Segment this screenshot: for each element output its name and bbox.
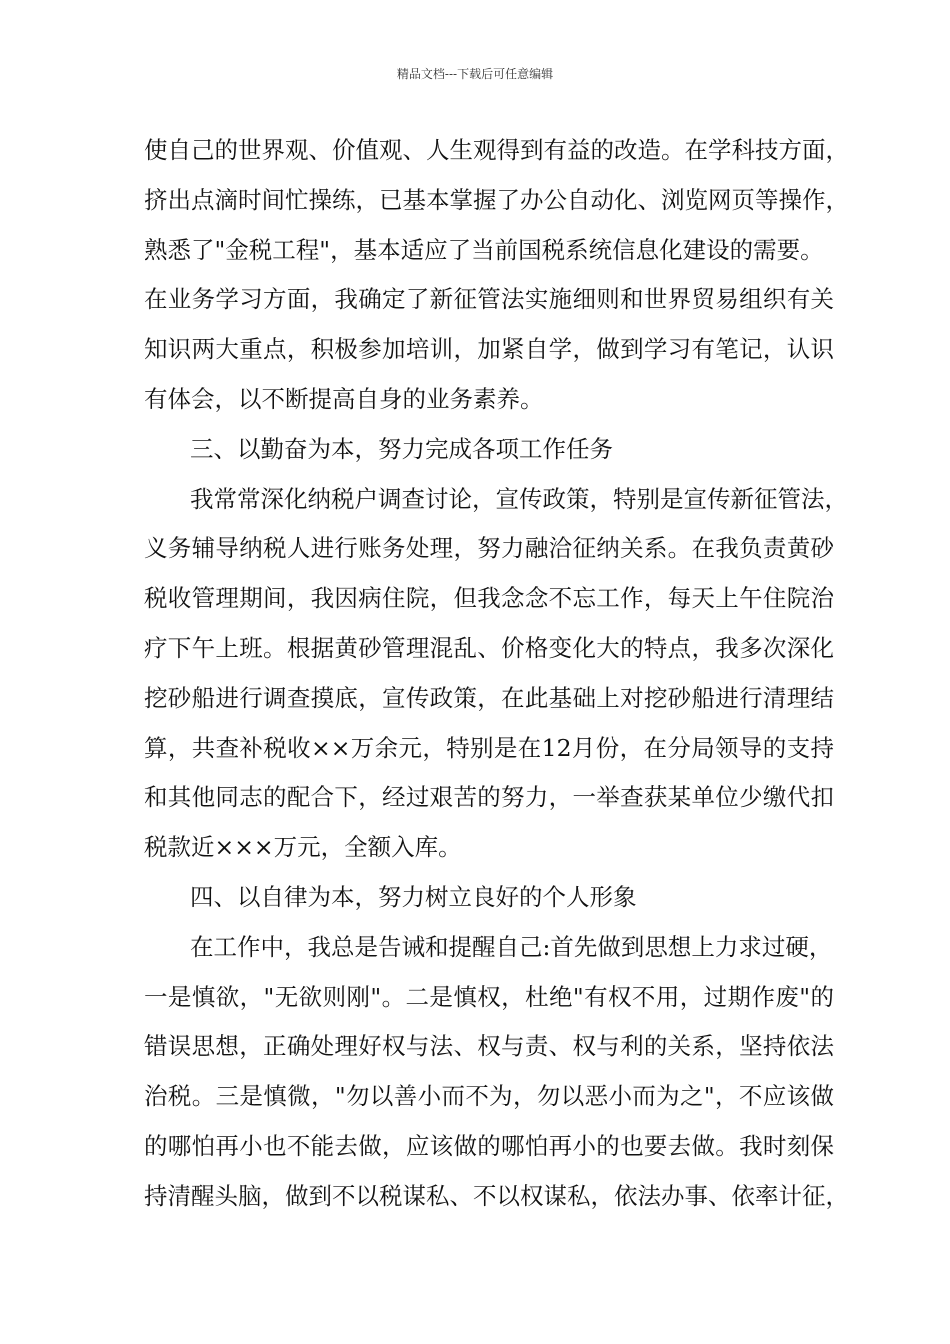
text-line: 错误思想，正确处理好权与法、权与责、权与利的关系，坚持依法: [144, 1032, 834, 1061]
text-line: 挤出点滴时间忙操练，已基本掌握了办公自动化、浏览网页等操作，: [144, 185, 849, 214]
text-line: 有体会，以不断提高自身的业务素养。: [144, 384, 544, 413]
document-body: [144, 126, 849, 1222]
text-line: 在工作中，我总是告诫和提醒自己:首先做到思想上力求过硬，: [190, 932, 833, 961]
text-line: 持清醒头脑，做到不以税谋私、不以权谋私，依法办事、依率计征，: [144, 1181, 849, 1210]
text-line: 算，共查补税收××万余元，特别是在12月份，在分局领导的支持: [144, 733, 834, 762]
text-line: 一是慎欲，"无欲则刚"。二是慎权，杜绝"有权不用，过期作废"的: [144, 982, 834, 1011]
page-header: 精品文档---下载后可任意编辑: [396, 67, 554, 81]
text-line: 我常常深化纳税户调查讨论，宣传政策，特别是宣传新征管法，: [190, 484, 848, 513]
section-heading: 四、以自律为本，努力树立良好的个人形象: [190, 882, 637, 911]
text-line: 疗下午上班。根据黄砂管理混乱、价格变化大的特点，我多次深化: [144, 633, 834, 662]
text-line: 税款近×××万元，全额入库。: [144, 833, 462, 862]
text-line: 挖砂船进行调查摸底，宣传政策，在此基础上对挖砂船进行清理结: [144, 683, 834, 712]
text-line: 税收管理期间，我因病住院，但我念念不忘工作，每天上午住院治: [144, 584, 834, 613]
text-line: 知识两大重点，积极参加培训，加紧自学，做到学习有笔记，认识: [144, 335, 834, 364]
section-heading: 三、以勤奋为本，努力完成各项工作任务: [190, 434, 613, 463]
text-line: 熟悉了"金税工程"，基本适应了当前国税系统信息化建设的需要。: [144, 235, 824, 264]
text-line: 义务辅导纳税人进行账务处理，努力融洽征纳关系。在我负责黄砂: [144, 534, 834, 563]
text-line: 在业务学习方面，我确定了新征管法实施细则和世界贸易组织有关: [144, 285, 834, 314]
text-line: 使自己的世界观、价值观、人生观得到有益的改造。在学科技方面，: [144, 136, 849, 164]
text-line: 和其他同志的配合下，经过艰苦的努力，一举查获某单位少缴代扣: [144, 783, 834, 812]
text-line: 治税。三是慎微，"勿以善小而不为，勿以恶小而为之"，不应该做: [144, 1082, 834, 1111]
text-line: 的哪怕再小也不能去做，应该做的哪怕再小的也要去做。我时刻保: [144, 1131, 834, 1160]
